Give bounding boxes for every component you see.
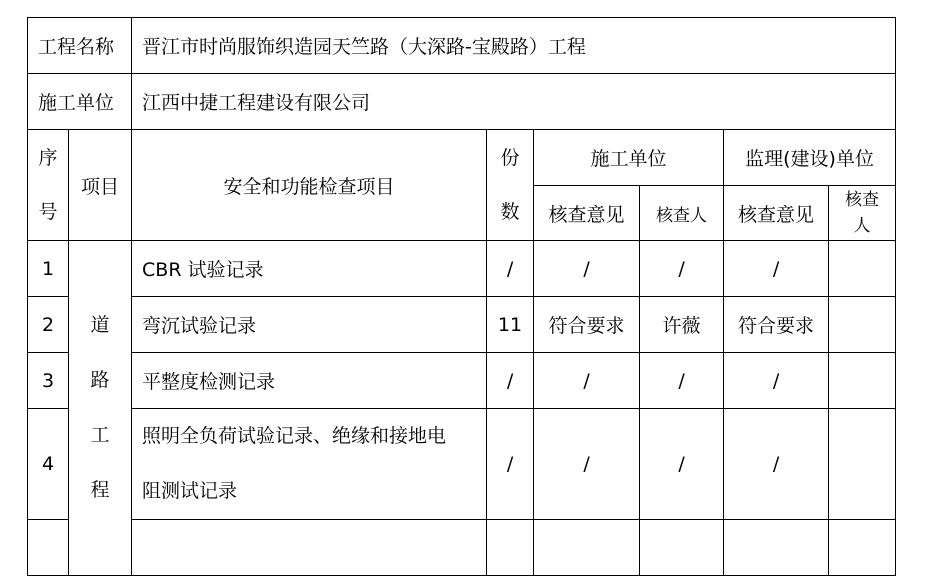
contractor-value: 江西中捷工程建设有限公司	[132, 74, 896, 130]
contractor-label: 施工单位	[28, 74, 132, 130]
empty-cell	[640, 520, 724, 576]
row-construction-reviewer: 许薇	[640, 297, 724, 353]
header-row-1	[28, 130, 896, 186]
row-supervision-reviewer	[829, 297, 896, 353]
supervision-reviewer-header	[829, 186, 896, 241]
inspection-table	[27, 17, 896, 576]
row-supervision-opinion: 符合要求	[724, 297, 829, 353]
contractor-row	[28, 74, 896, 130]
empty-cell	[534, 520, 640, 576]
row-construction-reviewer: /	[640, 353, 724, 409]
table-row	[28, 353, 896, 409]
row-construction-reviewer: /	[640, 409, 724, 520]
copies-header-line1: 份	[500, 147, 520, 169]
check-item-header: 安全和功能检查项目	[132, 130, 487, 241]
row-item: 弯沉试验记录	[132, 297, 487, 353]
supervision-reviewer-line1: 核查	[845, 190, 880, 210]
row-item: CBR 试验记录	[132, 241, 487, 297]
item-header: 项目	[69, 130, 132, 241]
seq-header-line1: 序	[38, 147, 58, 169]
row-supervision-reviewer	[829, 409, 896, 520]
row-construction-opinion: 符合要求	[534, 297, 640, 353]
row-seq: 4	[28, 409, 69, 520]
empty-cell	[487, 520, 534, 576]
row-seq: 1	[28, 241, 69, 297]
supervision-review-opinion-header: 核查意见	[724, 186, 829, 241]
empty-row	[28, 520, 896, 576]
construction-unit-header: 施工单位	[534, 130, 724, 186]
row-supervision-reviewer	[829, 353, 896, 409]
category-char-1: 道	[90, 314, 110, 336]
table-row	[28, 241, 896, 297]
row-copies: /	[487, 409, 534, 520]
empty-cell	[28, 520, 69, 576]
category-cell	[69, 241, 132, 576]
row-construction-opinion: /	[534, 241, 640, 297]
project-name-row	[28, 18, 896, 74]
category-char-3: 工	[90, 424, 110, 446]
seq-header-line2: 号	[38, 201, 58, 223]
supervision-unit-header: 监理(建设)单位	[724, 130, 896, 186]
project-name-value: 晋江市时尚服饰织造园天竺路（大深路-宝殿路）工程	[132, 18, 896, 74]
category-char-4: 程	[90, 479, 110, 501]
copies-header-line2: 数	[500, 201, 520, 223]
row-construction-opinion: /	[534, 353, 640, 409]
row-construction-opinion: /	[534, 409, 640, 520]
empty-cell	[724, 520, 829, 576]
construction-reviewer-header: 核查人	[640, 186, 724, 241]
row-seq: 2	[28, 297, 69, 353]
row-item-line1: 照明全负荷试验记录、绝缘和接地电	[142, 425, 447, 447]
seq-header	[28, 130, 69, 241]
row-item: 平整度检测记录	[132, 353, 487, 409]
row-seq: 3	[28, 353, 69, 409]
project-name-label: 工程名称	[28, 18, 132, 74]
table-row	[28, 409, 896, 520]
supervision-reviewer-line2: 人	[853, 216, 871, 236]
row-construction-reviewer: /	[640, 241, 724, 297]
row-copies: 11	[487, 297, 534, 353]
empty-cell	[829, 520, 896, 576]
category-char-2: 路	[90, 369, 110, 391]
row-copies: /	[487, 241, 534, 297]
empty-cell	[132, 520, 487, 576]
row-item-line2: 阻测试记录	[142, 480, 238, 502]
table-row	[28, 297, 896, 353]
construction-review-opinion-header: 核查意见	[534, 186, 640, 241]
row-item	[132, 409, 487, 520]
row-supervision-opinion: /	[724, 241, 829, 297]
row-copies: /	[487, 353, 534, 409]
row-supervision-opinion: /	[724, 409, 829, 520]
row-supervision-reviewer	[829, 241, 896, 297]
copies-header	[487, 130, 534, 241]
row-supervision-opinion: /	[724, 353, 829, 409]
